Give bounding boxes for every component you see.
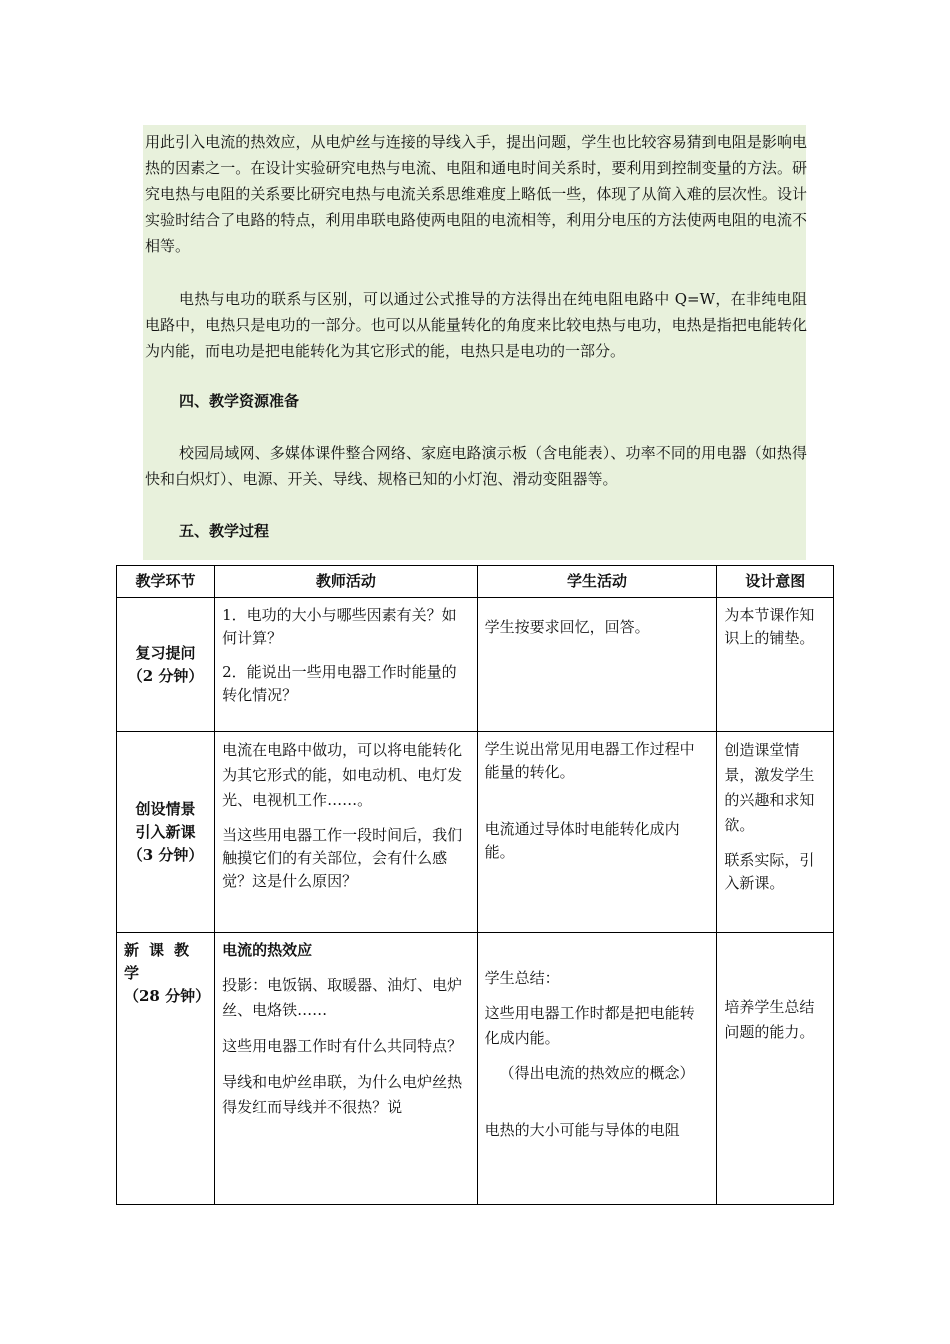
paragraph-heating-effect-intro: 用此引入电流的热效应，从电炉丝与连接的导线入手，提出问题，学生也比较容易猜到电阻是影响电热的因素之一。在设计实验研究电热与电流、电阻和通电时间关系时，要利用到控制变量的方法。研究电热与电阻的关系要比研究电热与电流关系思维难度上略低一些，体现了从简入难的层次性。设计实验时结合了电路的特点，利用串联电路使两电阻的电流相等，利用分电压的方法使两电阻的电流不相等。: [145, 133, 807, 255]
design-intent-cell: [717, 598, 834, 732]
student-activity-text: 学生总结：: [484, 969, 560, 987]
student-activity-cell: [477, 732, 717, 933]
section-heading-resources: 四、教学资源准备: [179, 392, 300, 410]
teacher-activity-text: 1．电功的大小与哪些因素有关？如何计算？: [222, 606, 457, 647]
section-heading-process: 五、教学过程: [179, 522, 270, 540]
stage-time: （28 分钟）: [124, 987, 211, 1005]
student-activity-cell: [477, 933, 717, 1205]
stage-name: 创设情景: [135, 799, 196, 818]
student-activity-text: 学生按要求回忆，回答。: [484, 618, 650, 636]
paragraph-resources: 校园局域网、多媒体课件整合网络、家庭电路演示板（含电能表）、功率不同的用电器（如热得快和白炽灯）、电源、开关、导线、规格已知的小灯泡、滑动变阻器等。: [145, 444, 807, 488]
stage-cell: [117, 933, 215, 1205]
table-row: [117, 933, 834, 1205]
design-intent-text: 创造课堂情景，激发学生的兴趣和求知欲。: [724, 741, 815, 834]
stage-cell: [117, 732, 215, 933]
teacher-activity-text: 2．能说出一些用电器工作时能量的转化情况？: [222, 663, 457, 704]
student-activity-text: 电热的大小可能与导体的电阻: [484, 1121, 680, 1139]
stage-time: （3 分钟）: [127, 845, 204, 864]
table-row: [117, 732, 834, 933]
paragraph-heat-vs-work: 电热与电功的联系与区别，可以通过公式推导的方法得出在纯电阻电路中 Q=W，在非纯电阻电路中，电热只是电功的一部分。也可以从能量转化的角度来比较电热与电功，电热是指把电能转化为内能，而电功是把电能转化为其它形式的能，电热只是电功的一部分。: [145, 290, 807, 360]
header-student-activity: 学生活动: [477, 566, 717, 598]
student-activity-text: （得出电流的热效应的概念）: [499, 1064, 695, 1082]
design-intent-text: 培养学生总结问题的能力。: [724, 998, 815, 1041]
header-stage: 教学环节: [117, 566, 215, 598]
header-teacher-activity: 教师活动: [215, 566, 478, 598]
teaching-process-table: [116, 565, 834, 1205]
stage-name: 引入新课: [135, 822, 196, 841]
teacher-activity-cell: [215, 598, 478, 732]
student-activity-text: 这些用电器工作时都是把电能转化成内能。: [484, 1004, 695, 1047]
teacher-activity-cell: [215, 933, 478, 1205]
stage-name: 复习提问: [135, 643, 196, 662]
design-intent-cell: [717, 732, 834, 933]
teacher-activity-title: 电流的热效应: [222, 941, 313, 959]
design-intent-text: 为本节课作知识上的铺垫。: [724, 606, 815, 647]
design-intent-text: 联系实际，引入新课。: [724, 851, 815, 892]
student-activity-text: 电流通过导体时电能转化成内能。: [484, 820, 680, 861]
teacher-activity-text: 导线和电炉丝串联，为什么电炉丝热得发红而导线并不很热？说: [222, 1073, 463, 1116]
teacher-activity-cell: [215, 732, 478, 933]
table-row: [117, 598, 834, 732]
stage-name: 新课教学: [124, 941, 200, 982]
table-header-row: [117, 566, 834, 598]
stage-time: （2 分钟）: [127, 666, 204, 685]
header-design-intent: 设计意图: [717, 566, 834, 598]
teacher-activity-text: 投影：电饭锅、取暖器、油灯、电炉丝、电烙铁……: [222, 976, 463, 1019]
teacher-activity-text: 当这些用电器工作一段时间后，我们触摸它们的有关部位，会有什么感觉？这是什么原因？: [222, 826, 463, 890]
teacher-activity-text: 这些用电器工作时有什么共同特点？: [222, 1037, 463, 1055]
design-intent-cell: [717, 933, 834, 1205]
teacher-activity-text: 电流在电路中做功，可以将电能转化为其它形式的能，如电动机、电灯发光、电视机工作……。: [222, 741, 463, 809]
stage-cell: [117, 598, 215, 732]
student-activity-text: 学生说出常见用电器工作过程中能量的转化。: [484, 740, 695, 781]
student-activity-cell: [477, 598, 717, 732]
